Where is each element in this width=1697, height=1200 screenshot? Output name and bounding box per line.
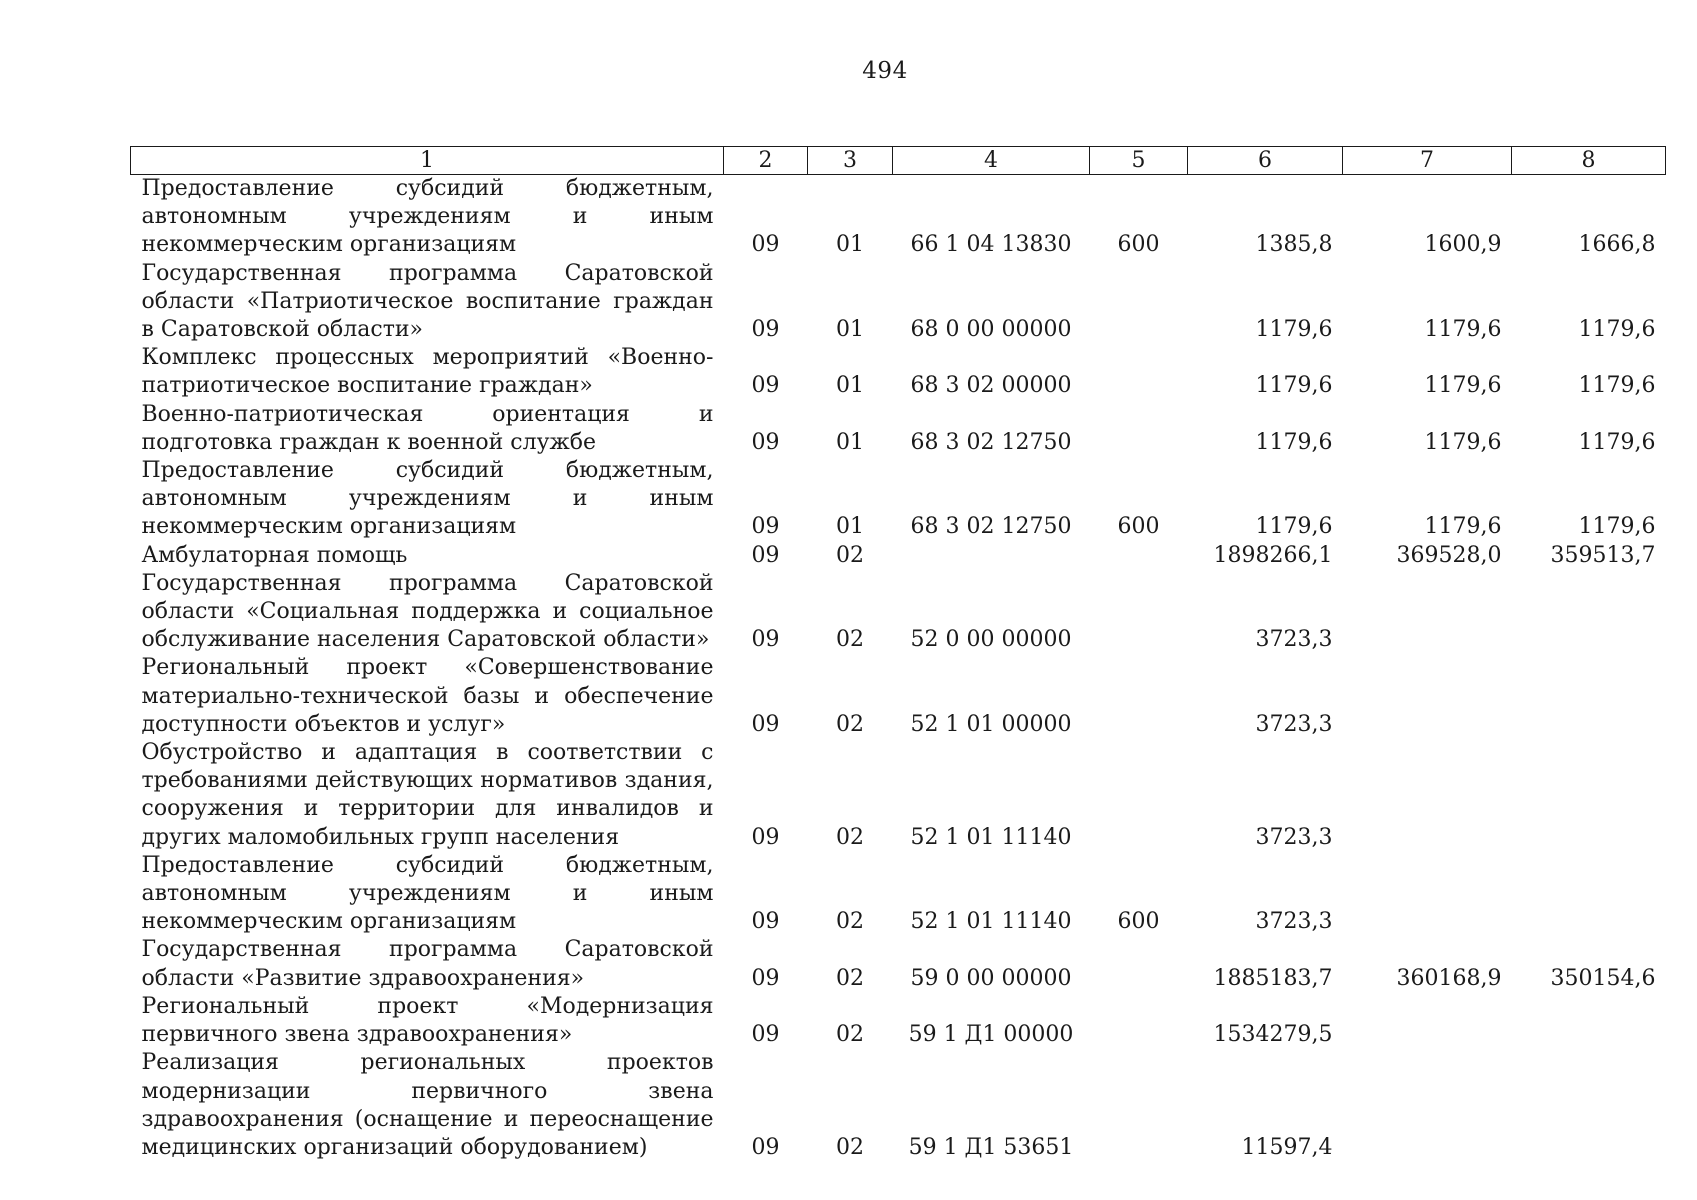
row-section: 09 xyxy=(751,317,780,343)
row-section: 09 xyxy=(751,1134,780,1160)
row-description: Предоставление субсидий бюджетным, автономным учреждениям и иным некоммерческим организациям xyxy=(141,852,714,935)
row-description: Государственная программа Саратовской области «Патриотическое воспитание граждан в Саратовской области» xyxy=(141,260,714,343)
table-row xyxy=(131,1049,1666,1162)
row-section: 09 xyxy=(751,909,780,935)
row-amount-7: 369528,0 xyxy=(1396,542,1502,568)
table-row xyxy=(131,570,1666,655)
row-subsection: 01 xyxy=(836,317,864,343)
row-amount-7: 360168,9 xyxy=(1396,965,1502,991)
table-row xyxy=(131,739,1666,852)
row-target-article: 52 1 01 00000 xyxy=(910,711,1072,737)
table-row xyxy=(131,344,1666,400)
row-amount-8: 1179,6 xyxy=(1578,373,1656,399)
row-target-article: 59 1 Д1 53651 xyxy=(908,1134,1074,1160)
row-section: 09 xyxy=(751,824,780,850)
row-description: Военно-патриотическая ориентация и подготовка граждан к военной службе xyxy=(141,401,714,455)
row-amount-8: 1666,8 xyxy=(1578,232,1656,258)
row-amount-7 xyxy=(1343,993,1512,1049)
table-row xyxy=(131,993,1666,1049)
row-expense-type xyxy=(1090,1049,1188,1162)
row-expense-type xyxy=(1090,401,1188,457)
row-section: 09 xyxy=(751,542,780,568)
row-amount-6: 3723,3 xyxy=(1255,909,1333,935)
header-row xyxy=(131,147,1666,175)
row-subsection: 02 xyxy=(836,627,864,653)
row-amount-6: 1385,8 xyxy=(1255,232,1333,258)
row-target-article: 52 0 00 00000 xyxy=(910,627,1072,653)
header-cell-6: 6 xyxy=(1188,147,1343,175)
row-amount-6: 11597,4 xyxy=(1241,1134,1333,1160)
row-expense-type xyxy=(1090,344,1188,400)
row-amount-7: 1179,6 xyxy=(1424,373,1502,399)
row-target-article: 68 3 02 00000 xyxy=(910,373,1072,399)
row-amount-7 xyxy=(1343,852,1512,937)
row-section: 09 xyxy=(751,1022,780,1048)
row-amount-6: 1179,6 xyxy=(1255,373,1333,399)
row-section: 09 xyxy=(751,232,780,258)
row-amount-6: 3723,3 xyxy=(1255,627,1333,653)
row-description: Комплекс процессных мероприятий «Военно-патриотическое воспитание граждан» xyxy=(141,345,714,399)
row-subsection: 02 xyxy=(836,965,864,991)
row-amount-8 xyxy=(1512,993,1666,1049)
row-target-article: 52 1 01 11140 xyxy=(910,909,1072,935)
row-amount-7: 1179,6 xyxy=(1424,514,1502,540)
row-amount-8: 1179,6 xyxy=(1578,317,1656,343)
row-description: Обустройство и адаптация в соответствии с требованиями действующих нормативов здания, сооружения и территории для инвалидов и других маломобильных групп населения xyxy=(141,740,714,850)
row-amount-6: 1885183,7 xyxy=(1213,965,1333,991)
header-cell-3: 3 xyxy=(808,147,893,175)
row-amount-6: 3723,3 xyxy=(1255,824,1333,850)
row-section: 09 xyxy=(751,429,780,455)
row-amount-6: 1179,6 xyxy=(1255,317,1333,343)
row-expense-type xyxy=(1090,542,1188,570)
row-amount-8 xyxy=(1512,654,1666,739)
table-row xyxy=(131,654,1666,739)
row-expense-type xyxy=(1090,993,1188,1049)
row-subsection: 02 xyxy=(836,542,864,568)
row-section: 09 xyxy=(751,373,780,399)
row-amount-7 xyxy=(1343,570,1512,655)
row-amount-6: 1534279,5 xyxy=(1213,1022,1333,1048)
row-expense-type xyxy=(1090,739,1188,852)
row-expense-type: 600 xyxy=(1117,232,1160,258)
row-amount-6: 3723,3 xyxy=(1255,711,1333,737)
row-amount-8 xyxy=(1512,1049,1666,1162)
row-amount-8 xyxy=(1512,570,1666,655)
table-row xyxy=(131,175,1666,260)
row-amount-6: 1898266,1 xyxy=(1213,542,1333,568)
row-subsection: 01 xyxy=(836,232,864,258)
row-target-article: 66 1 04 13830 xyxy=(910,232,1072,258)
row-expense-type xyxy=(1090,570,1188,655)
table-body xyxy=(131,175,1666,1163)
row-amount-7 xyxy=(1343,739,1512,852)
row-description: Предоставление субсидий бюджетным, автономным учреждениям и иным некоммерческим организациям xyxy=(141,458,714,540)
table-row xyxy=(131,936,1666,992)
table-row xyxy=(131,260,1666,345)
row-subsection: 02 xyxy=(836,909,864,935)
row-subsection: 01 xyxy=(836,373,864,399)
row-description: Реализация региональных проектов модернизации первичного звена здравоохранения (оснащение и переоснащение медицинских организаций оборудованием) xyxy=(141,1050,714,1160)
row-amount-8: 359513,7 xyxy=(1550,542,1656,568)
table-row xyxy=(131,542,1666,570)
row-amount-7 xyxy=(1343,1049,1512,1162)
row-description: Амбулаторная помощь xyxy=(141,542,408,568)
header-cell-1: 1 xyxy=(131,147,724,175)
row-subsection: 02 xyxy=(836,711,864,737)
row-subsection: 02 xyxy=(836,1134,864,1160)
row-amount-6: 1179,6 xyxy=(1255,514,1333,540)
table-row xyxy=(131,457,1666,542)
row-amount-8 xyxy=(1512,739,1666,852)
row-amount-8 xyxy=(1512,852,1666,937)
row-amount-8: 1179,6 xyxy=(1578,514,1656,540)
row-subsection: 01 xyxy=(836,429,864,455)
row-target-article: 68 3 02 12750 xyxy=(910,514,1072,540)
row-expense-type: 600 xyxy=(1117,909,1160,935)
row-expense-type: 600 xyxy=(1117,514,1160,540)
header-cell-7: 7 xyxy=(1343,147,1512,175)
row-subsection: 02 xyxy=(836,824,864,850)
header-cell-4: 4 xyxy=(893,147,1090,175)
budget-table xyxy=(130,146,1666,1162)
row-section: 09 xyxy=(751,627,780,653)
row-amount-7 xyxy=(1343,654,1512,739)
row-amount-7: 1179,6 xyxy=(1424,429,1502,455)
header-cell-5: 5 xyxy=(1090,147,1188,175)
row-amount-8: 1179,6 xyxy=(1578,429,1656,455)
header-cell-8: 8 xyxy=(1512,147,1666,175)
row-expense-type xyxy=(1090,654,1188,739)
row-description: Государственная программа Саратовской области «Развитие здравоохранения» xyxy=(141,937,714,991)
header-cell-2: 2 xyxy=(724,147,808,175)
row-target-article: 68 3 02 12750 xyxy=(910,429,1072,455)
row-target-article: 59 1 Д1 00000 xyxy=(908,1022,1074,1048)
row-target-article: 68 0 00 00000 xyxy=(910,317,1072,343)
row-target-article xyxy=(893,542,1090,570)
row-section: 09 xyxy=(751,711,780,737)
table-row xyxy=(131,852,1666,937)
row-target-article: 52 1 01 11140 xyxy=(910,824,1072,850)
page-number: 494 xyxy=(862,58,908,84)
row-amount-7: 1600,9 xyxy=(1424,232,1502,258)
row-amount-7: 1179,6 xyxy=(1424,317,1502,343)
row-target-article: 59 0 00 00000 xyxy=(910,965,1072,991)
row-subsection: 02 xyxy=(836,1022,864,1048)
row-description: Государственная программа Саратовской области «Социальная поддержка и социальное обслуживание населения Саратовской области» xyxy=(141,570,714,653)
row-amount-8: 350154,6 xyxy=(1550,965,1656,991)
row-amount-6: 1179,6 xyxy=(1255,429,1333,455)
row-expense-type xyxy=(1090,936,1188,992)
row-description: Региональный проект «Модернизация первичного звена здравоохранения» xyxy=(141,993,714,1048)
row-expense-type xyxy=(1090,260,1188,345)
row-description: Предоставление субсидий бюджетным, автономным учреждениям и иным некоммерческим организациям xyxy=(141,176,714,258)
row-subsection: 01 xyxy=(836,514,864,540)
table-row xyxy=(131,401,1666,457)
row-section: 09 xyxy=(751,514,780,540)
row-description: Региональный проект «Совершенствование материально-технической базы и обеспечение доступности объектов и услуг» xyxy=(141,655,714,737)
row-section: 09 xyxy=(751,965,780,991)
